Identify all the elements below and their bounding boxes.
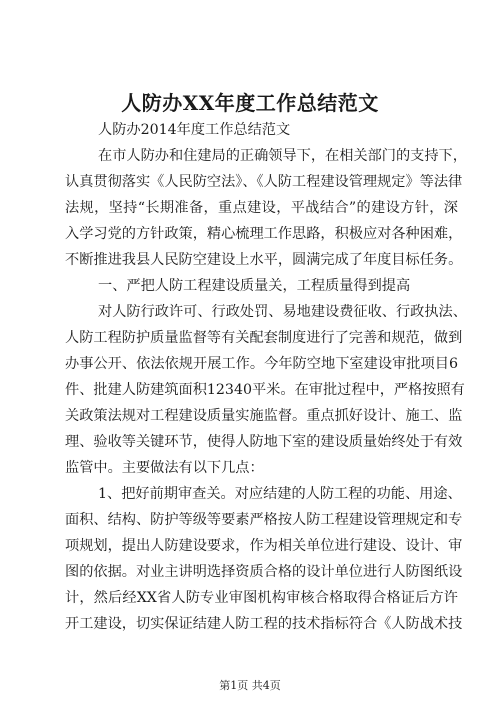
paragraph-line: 入学习党的方针政策，精心梳理工作思路，积极应对各种困难， [65, 226, 463, 242]
paragraph-line: 不断推进我县人民防空建设上水平，圆满完成了年度目标任务。 [65, 252, 463, 268]
paragraph-line: 办事公开、依法依规开展工作。今年防空地下室建设审批项目6 [65, 356, 458, 372]
paragraph-line: 1、把好前期审查关。对应结建的人防工程的功能、用途、 [98, 486, 462, 502]
paragraph-line: 件、批建人防建筑面积12340平米。在审批过程中，严格按照有 [65, 382, 465, 398]
document-title: 人防办XX年度工作总结范文 [121, 91, 379, 115]
paragraph-line: 在市人防办和住建局的正确领导下，在相关部门的支持下， [98, 148, 467, 164]
paragraph-line: 监管中。主要做法有以下几点： [65, 460, 264, 476]
paragraph-line: 面积、结构、防护等级等要素严格按人防工程建设管理规定和专 [65, 512, 463, 528]
paragraph-line: 认真贯彻落实《人民防空法》、《人防工程建设管理规定》等法律 [65, 174, 463, 190]
subtitle-line: 人防办2014年度工作总结范文 [98, 122, 291, 138]
paragraph-line: 开工建设，切实保证结建人防工程的技术指标符合《人防战术技 [65, 616, 463, 632]
paragraph-line: 关政策法规对工程建设质量实施监督。重点抓好设计、施工、监 [65, 408, 463, 424]
page-number-footer: 第1页 共4页 [219, 679, 281, 692]
paragraph-line: 计，然后经XX省人防专业审图机构审核合格取得合格证后方许 [65, 590, 458, 606]
paragraph-line: 法规，坚持“长期准备，重点建设，平战结合”的建设方针，深 [65, 200, 458, 216]
paragraph-line: 人防工程防护质量监督等有关配套制度进行了完善和规范，做到 [65, 330, 463, 346]
section-heading: 一、严把人防工程建设质量关，工程质量得到提高 [98, 278, 411, 294]
paragraph-line: 项规划，提出人防建设要求，作为相关单位进行建设、设计、审 [65, 538, 463, 554]
paragraph-line: 对人防行政许可、行政处罚、易地建设费征收、行政执法、 [98, 304, 467, 320]
paragraph-line: 图的依据。对业主讲明选择资质合格的设计单位进行人防图纸设 [65, 564, 463, 580]
paragraph-line: 理、验收等关键环节，使得人防地下室的建设质量始终处于有效 [65, 434, 463, 450]
